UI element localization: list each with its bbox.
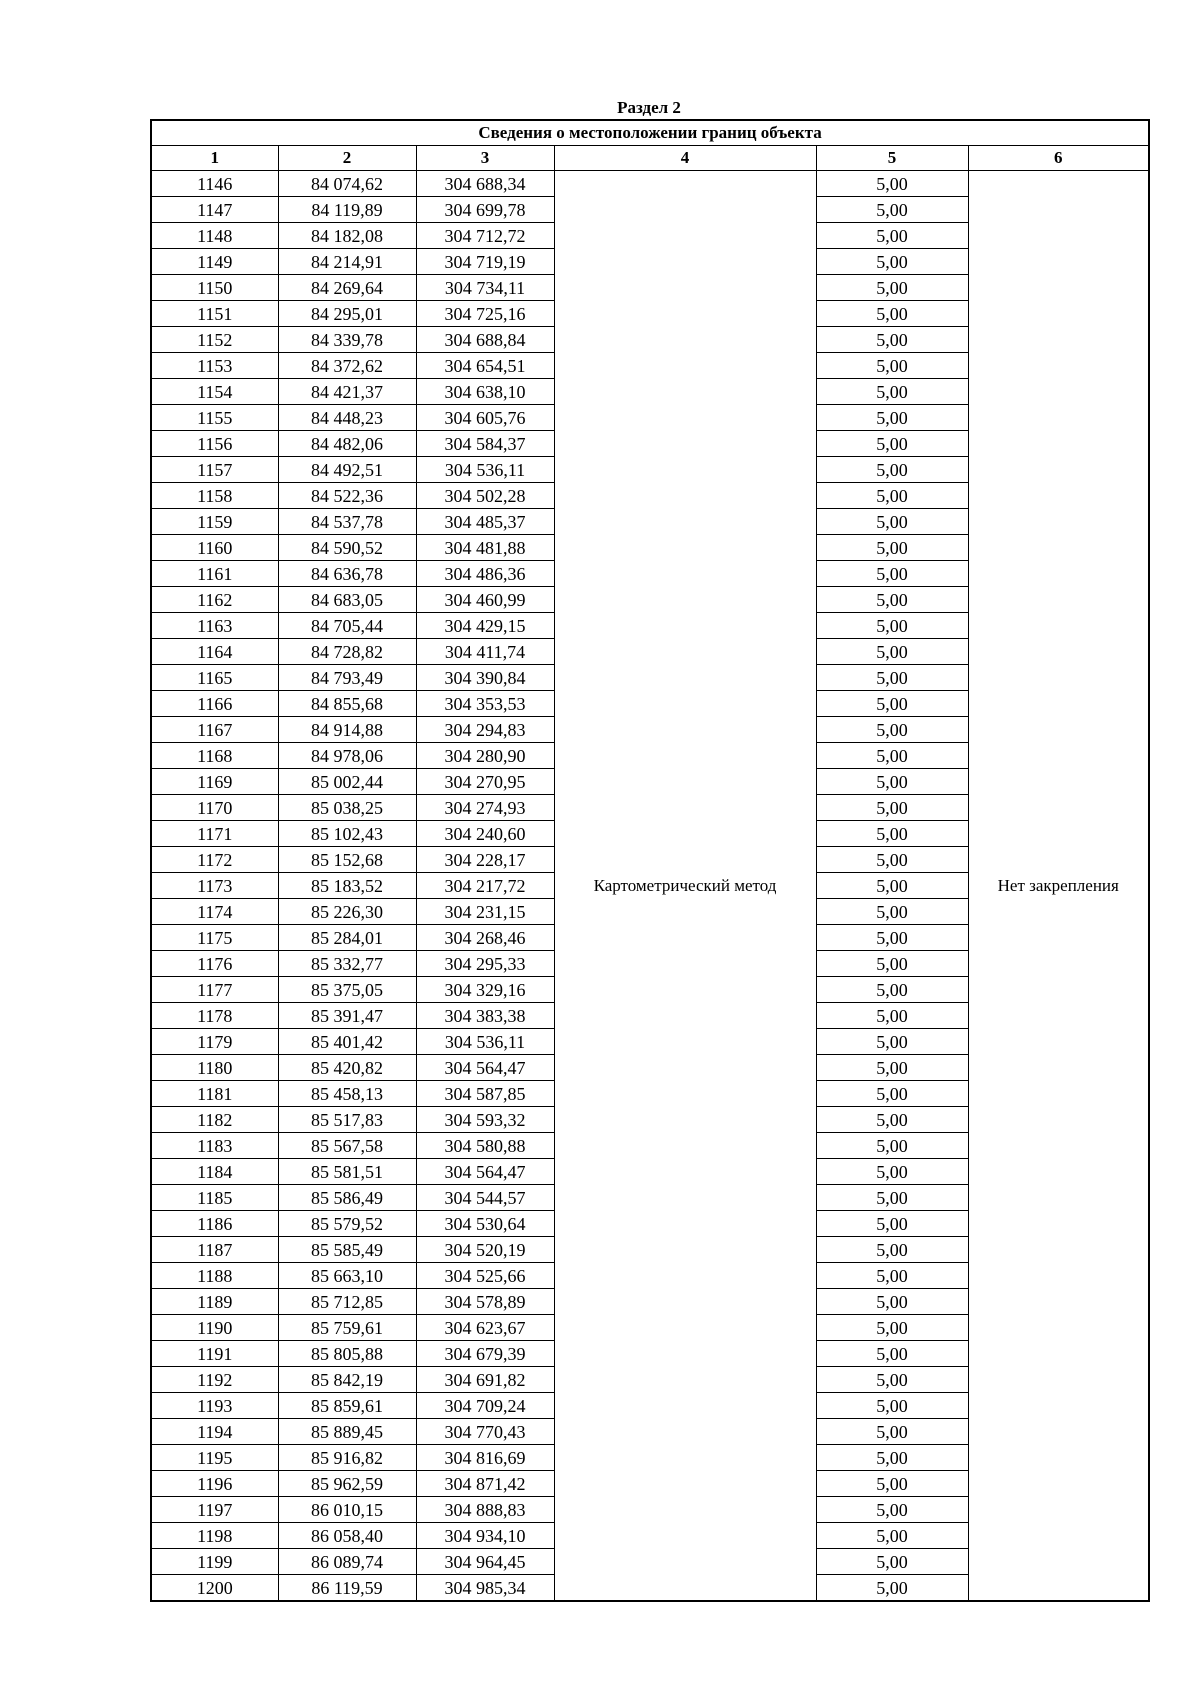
y-coordinate-cell: 304 240,60 — [416, 821, 554, 847]
accuracy-cell: 5,00 — [816, 1367, 968, 1393]
accuracy-cell: 5,00 — [816, 327, 968, 353]
x-coordinate-cell: 85 002,44 — [278, 769, 416, 795]
y-coordinate-cell: 304 486,36 — [416, 561, 554, 587]
point-number-cell: 1180 — [151, 1055, 278, 1081]
y-coordinate-cell: 304 985,34 — [416, 1575, 554, 1602]
point-number-cell: 1173 — [151, 873, 278, 899]
point-number-cell: 1177 — [151, 977, 278, 1003]
point-number-cell: 1189 — [151, 1289, 278, 1315]
accuracy-cell: 5,00 — [816, 1315, 968, 1341]
y-coordinate-cell: 304 888,83 — [416, 1497, 554, 1523]
point-number-cell: 1193 — [151, 1393, 278, 1419]
x-coordinate-cell: 84 705,44 — [278, 613, 416, 639]
accuracy-cell: 5,00 — [816, 743, 968, 769]
y-coordinate-cell: 304 688,84 — [416, 327, 554, 353]
accuracy-cell: 5,00 — [816, 1185, 968, 1211]
point-number-cell: 1149 — [151, 249, 278, 275]
column-number-1: 1 — [151, 146, 278, 171]
y-coordinate-cell: 304 593,32 — [416, 1107, 554, 1133]
x-coordinate-cell: 85 375,05 — [278, 977, 416, 1003]
accuracy-cell: 5,00 — [816, 925, 968, 951]
accuracy-cell: 5,00 — [816, 457, 968, 483]
y-coordinate-cell: 304 411,74 — [416, 639, 554, 665]
accuracy-cell: 5,00 — [816, 613, 968, 639]
y-coordinate-cell: 304 530,64 — [416, 1211, 554, 1237]
y-coordinate-cell: 304 536,11 — [416, 457, 554, 483]
point-number-cell: 1168 — [151, 743, 278, 769]
y-coordinate-cell: 304 460,99 — [416, 587, 554, 613]
accuracy-cell: 5,00 — [816, 1211, 968, 1237]
y-coordinate-cell: 304 623,67 — [416, 1315, 554, 1341]
accuracy-cell: 5,00 — [816, 405, 968, 431]
point-number-cell: 1155 — [151, 405, 278, 431]
accuracy-cell: 5,00 — [816, 795, 968, 821]
x-coordinate-cell: 85 332,77 — [278, 951, 416, 977]
y-coordinate-cell: 304 525,66 — [416, 1263, 554, 1289]
accuracy-cell: 5,00 — [816, 431, 968, 457]
accuracy-cell: 5,00 — [816, 509, 968, 535]
y-coordinate-cell: 304 231,15 — [416, 899, 554, 925]
x-coordinate-cell: 84 728,82 — [278, 639, 416, 665]
point-number-cell: 1199 — [151, 1549, 278, 1575]
point-number-cell: 1151 — [151, 301, 278, 327]
y-coordinate-cell: 304 964,45 — [416, 1549, 554, 1575]
x-coordinate-cell: 84 683,05 — [278, 587, 416, 613]
y-coordinate-cell: 304 638,10 — [416, 379, 554, 405]
accuracy-cell: 5,00 — [816, 1393, 968, 1419]
x-coordinate-cell: 84 522,36 — [278, 483, 416, 509]
x-coordinate-cell: 85 391,47 — [278, 1003, 416, 1029]
point-number-cell: 1170 — [151, 795, 278, 821]
y-coordinate-cell: 304 725,16 — [416, 301, 554, 327]
x-coordinate-cell: 84 482,06 — [278, 431, 416, 457]
point-number-cell: 1148 — [151, 223, 278, 249]
point-number-cell: 1186 — [151, 1211, 278, 1237]
x-coordinate-cell: 84 590,52 — [278, 535, 416, 561]
accuracy-cell: 5,00 — [816, 171, 968, 197]
accuracy-cell: 5,00 — [816, 691, 968, 717]
column-number-5: 5 — [816, 146, 968, 171]
point-number-cell: 1196 — [151, 1471, 278, 1497]
point-number-cell: 1146 — [151, 171, 278, 197]
accuracy-cell: 5,00 — [816, 1263, 968, 1289]
y-coordinate-cell: 304 578,89 — [416, 1289, 554, 1315]
accuracy-cell: 5,00 — [816, 769, 968, 795]
y-coordinate-cell: 304 485,37 — [416, 509, 554, 535]
accuracy-cell: 5,00 — [816, 1107, 968, 1133]
y-coordinate-cell: 304 481,88 — [416, 535, 554, 561]
x-coordinate-cell: 85 759,61 — [278, 1315, 416, 1341]
column-number-2: 2 — [278, 146, 416, 171]
x-coordinate-cell: 84 855,68 — [278, 691, 416, 717]
point-number-cell: 1161 — [151, 561, 278, 587]
point-number-cell: 1153 — [151, 353, 278, 379]
point-number-cell: 1182 — [151, 1107, 278, 1133]
y-coordinate-cell: 304 770,43 — [416, 1419, 554, 1445]
point-number-cell: 1178 — [151, 1003, 278, 1029]
x-coordinate-cell: 85 859,61 — [278, 1393, 416, 1419]
point-number-cell: 1152 — [151, 327, 278, 353]
x-coordinate-cell: 84 119,89 — [278, 197, 416, 223]
y-coordinate-cell: 304 274,93 — [416, 795, 554, 821]
y-coordinate-cell: 304 564,47 — [416, 1055, 554, 1081]
accuracy-cell: 5,00 — [816, 1419, 968, 1445]
accuracy-cell: 5,00 — [816, 821, 968, 847]
point-number-cell: 1176 — [151, 951, 278, 977]
accuracy-cell: 5,00 — [816, 639, 968, 665]
x-coordinate-cell: 85 038,25 — [278, 795, 416, 821]
point-number-cell: 1181 — [151, 1081, 278, 1107]
x-coordinate-cell: 85 226,30 — [278, 899, 416, 925]
accuracy-cell: 5,00 — [816, 1497, 968, 1523]
accuracy-cell: 5,00 — [816, 1523, 968, 1549]
point-number-cell: 1150 — [151, 275, 278, 301]
point-number-cell: 1147 — [151, 197, 278, 223]
x-coordinate-cell: 86 058,40 — [278, 1523, 416, 1549]
column-number-6: 6 — [968, 146, 1149, 171]
y-coordinate-cell: 304 688,34 — [416, 171, 554, 197]
y-coordinate-cell: 304 816,69 — [416, 1445, 554, 1471]
fixation-cell: Нет закрепления — [968, 171, 1149, 1602]
point-number-cell: 1192 — [151, 1367, 278, 1393]
accuracy-cell: 5,00 — [816, 223, 968, 249]
y-coordinate-cell: 304 605,76 — [416, 405, 554, 431]
x-coordinate-cell: 85 152,68 — [278, 847, 416, 873]
x-coordinate-cell: 85 517,83 — [278, 1107, 416, 1133]
x-coordinate-cell: 84 636,78 — [278, 561, 416, 587]
x-coordinate-cell: 85 889,45 — [278, 1419, 416, 1445]
accuracy-cell: 5,00 — [816, 1341, 968, 1367]
section-title: Раздел 2 — [617, 98, 681, 117]
y-coordinate-cell: 304 353,53 — [416, 691, 554, 717]
x-coordinate-cell: 86 089,74 — [278, 1549, 416, 1575]
x-coordinate-cell: 84 793,49 — [278, 665, 416, 691]
accuracy-cell: 5,00 — [816, 1237, 968, 1263]
y-coordinate-cell: 304 217,72 — [416, 873, 554, 899]
y-coordinate-cell: 304 502,28 — [416, 483, 554, 509]
x-coordinate-cell: 84 421,37 — [278, 379, 416, 405]
accuracy-cell: 5,00 — [816, 899, 968, 925]
accuracy-cell: 5,00 — [816, 847, 968, 873]
y-coordinate-cell: 304 329,16 — [416, 977, 554, 1003]
x-coordinate-cell: 85 183,52 — [278, 873, 416, 899]
point-number-cell: 1188 — [151, 1263, 278, 1289]
y-coordinate-cell: 304 429,15 — [416, 613, 554, 639]
point-number-cell: 1179 — [151, 1029, 278, 1055]
y-coordinate-cell: 304 520,19 — [416, 1237, 554, 1263]
point-number-cell: 1163 — [151, 613, 278, 639]
accuracy-cell: 5,00 — [816, 249, 968, 275]
accuracy-cell: 5,00 — [816, 717, 968, 743]
point-number-cell: 1157 — [151, 457, 278, 483]
x-coordinate-cell: 85 284,01 — [278, 925, 416, 951]
point-number-cell: 1172 — [151, 847, 278, 873]
x-coordinate-cell: 86 010,15 — [278, 1497, 416, 1523]
accuracy-cell: 5,00 — [816, 535, 968, 561]
point-number-cell: 1171 — [151, 821, 278, 847]
x-coordinate-cell: 84 214,91 — [278, 249, 416, 275]
y-coordinate-cell: 304 584,37 — [416, 431, 554, 457]
x-coordinate-cell: 85 585,49 — [278, 1237, 416, 1263]
y-coordinate-cell: 304 934,10 — [416, 1523, 554, 1549]
accuracy-cell: 5,00 — [816, 951, 968, 977]
accuracy-cell: 5,00 — [816, 275, 968, 301]
y-coordinate-cell: 304 719,19 — [416, 249, 554, 275]
y-coordinate-cell: 304 871,42 — [416, 1471, 554, 1497]
point-number-cell: 1190 — [151, 1315, 278, 1341]
column-number-4: 4 — [554, 146, 816, 171]
point-number-cell: 1167 — [151, 717, 278, 743]
point-number-cell: 1159 — [151, 509, 278, 535]
point-number-cell: 1165 — [151, 665, 278, 691]
column-number-3: 3 — [416, 146, 554, 171]
point-number-cell: 1185 — [151, 1185, 278, 1211]
x-coordinate-cell: 85 420,82 — [278, 1055, 416, 1081]
accuracy-cell: 5,00 — [816, 1081, 968, 1107]
accuracy-cell: 5,00 — [816, 1055, 968, 1081]
y-coordinate-cell: 304 390,84 — [416, 665, 554, 691]
y-coordinate-cell: 304 587,85 — [416, 1081, 554, 1107]
x-coordinate-cell: 85 579,52 — [278, 1211, 416, 1237]
x-coordinate-cell: 85 805,88 — [278, 1341, 416, 1367]
x-coordinate-cell: 85 916,82 — [278, 1445, 416, 1471]
x-coordinate-cell: 84 448,23 — [278, 405, 416, 431]
y-coordinate-cell: 304 383,38 — [416, 1003, 554, 1029]
x-coordinate-cell: 85 663,10 — [278, 1263, 416, 1289]
point-number-cell: 1158 — [151, 483, 278, 509]
accuracy-cell: 5,00 — [816, 1575, 968, 1602]
accuracy-cell: 5,00 — [816, 483, 968, 509]
accuracy-cell: 5,00 — [816, 561, 968, 587]
x-coordinate-cell: 84 914,88 — [278, 717, 416, 743]
accuracy-cell: 5,00 — [816, 301, 968, 327]
y-coordinate-cell: 304 268,46 — [416, 925, 554, 951]
accuracy-cell: 5,00 — [816, 1445, 968, 1471]
x-coordinate-cell: 85 458,13 — [278, 1081, 416, 1107]
y-coordinate-cell: 304 580,88 — [416, 1133, 554, 1159]
accuracy-cell: 5,00 — [816, 1029, 968, 1055]
method-cell: Картометрический метод — [554, 171, 816, 1602]
x-coordinate-cell: 85 712,85 — [278, 1289, 416, 1315]
y-coordinate-cell: 304 280,90 — [416, 743, 554, 769]
y-coordinate-cell: 304 734,11 — [416, 275, 554, 301]
point-number-cell: 1187 — [151, 1237, 278, 1263]
y-coordinate-cell: 304 294,83 — [416, 717, 554, 743]
point-number-cell: 1183 — [151, 1133, 278, 1159]
y-coordinate-cell: 304 295,33 — [416, 951, 554, 977]
accuracy-cell: 5,00 — [816, 977, 968, 1003]
table-caption: Сведения о местоположении границ объекта — [151, 120, 1149, 146]
point-number-cell: 1191 — [151, 1341, 278, 1367]
x-coordinate-cell: 84 372,62 — [278, 353, 416, 379]
point-number-cell: 1156 — [151, 431, 278, 457]
y-coordinate-cell: 304 709,24 — [416, 1393, 554, 1419]
point-number-cell: 1197 — [151, 1497, 278, 1523]
document-page — [150, 97, 1148, 1602]
accuracy-cell: 5,00 — [816, 1003, 968, 1029]
point-number-cell: 1166 — [151, 691, 278, 717]
accuracy-cell: 5,00 — [816, 197, 968, 223]
y-coordinate-cell: 304 654,51 — [416, 353, 554, 379]
point-number-cell: 1175 — [151, 925, 278, 951]
x-coordinate-cell: 85 581,51 — [278, 1159, 416, 1185]
point-number-cell: 1169 — [151, 769, 278, 795]
point-number-cell: 1198 — [151, 1523, 278, 1549]
x-coordinate-cell: 84 537,78 — [278, 509, 416, 535]
accuracy-cell: 5,00 — [816, 1159, 968, 1185]
point-number-cell: 1195 — [151, 1445, 278, 1471]
x-coordinate-cell: 84 339,78 — [278, 327, 416, 353]
point-number-cell: 1174 — [151, 899, 278, 925]
point-number-cell: 1184 — [151, 1159, 278, 1185]
y-coordinate-cell: 304 699,78 — [416, 197, 554, 223]
y-coordinate-cell: 304 544,57 — [416, 1185, 554, 1211]
x-coordinate-cell: 85 102,43 — [278, 821, 416, 847]
x-coordinate-cell: 85 567,58 — [278, 1133, 416, 1159]
accuracy-cell: 5,00 — [816, 1549, 968, 1575]
table-row — [151, 171, 1149, 197]
boundary-coordinates-table — [150, 119, 1150, 1602]
accuracy-cell: 5,00 — [816, 1133, 968, 1159]
point-number-cell: 1200 — [151, 1575, 278, 1602]
y-coordinate-cell: 304 564,47 — [416, 1159, 554, 1185]
x-coordinate-cell: 84 295,01 — [278, 301, 416, 327]
point-number-cell: 1162 — [151, 587, 278, 613]
y-coordinate-cell: 304 228,17 — [416, 847, 554, 873]
point-number-cell: 1164 — [151, 639, 278, 665]
point-number-cell: 1154 — [151, 379, 278, 405]
y-coordinate-cell: 304 536,11 — [416, 1029, 554, 1055]
x-coordinate-cell: 86 119,59 — [278, 1575, 416, 1602]
x-coordinate-cell: 84 978,06 — [278, 743, 416, 769]
accuracy-cell: 5,00 — [816, 1471, 968, 1497]
point-number-cell: 1194 — [151, 1419, 278, 1445]
accuracy-cell: 5,00 — [816, 353, 968, 379]
accuracy-cell: 5,00 — [816, 379, 968, 405]
x-coordinate-cell: 85 962,59 — [278, 1471, 416, 1497]
y-coordinate-cell: 304 679,39 — [416, 1341, 554, 1367]
x-coordinate-cell: 85 586,49 — [278, 1185, 416, 1211]
x-coordinate-cell: 85 842,19 — [278, 1367, 416, 1393]
accuracy-cell: 5,00 — [816, 873, 968, 899]
point-number-cell: 1160 — [151, 535, 278, 561]
accuracy-cell: 5,00 — [816, 1289, 968, 1315]
x-coordinate-cell: 84 182,08 — [278, 223, 416, 249]
x-coordinate-cell: 84 074,62 — [278, 171, 416, 197]
x-coordinate-cell: 84 492,51 — [278, 457, 416, 483]
table-body — [151, 171, 1149, 1602]
y-coordinate-cell: 304 691,82 — [416, 1367, 554, 1393]
accuracy-cell: 5,00 — [816, 665, 968, 691]
x-coordinate-cell: 84 269,64 — [278, 275, 416, 301]
accuracy-cell: 5,00 — [816, 587, 968, 613]
x-coordinate-cell: 85 401,42 — [278, 1029, 416, 1055]
y-coordinate-cell: 304 712,72 — [416, 223, 554, 249]
y-coordinate-cell: 304 270,95 — [416, 769, 554, 795]
